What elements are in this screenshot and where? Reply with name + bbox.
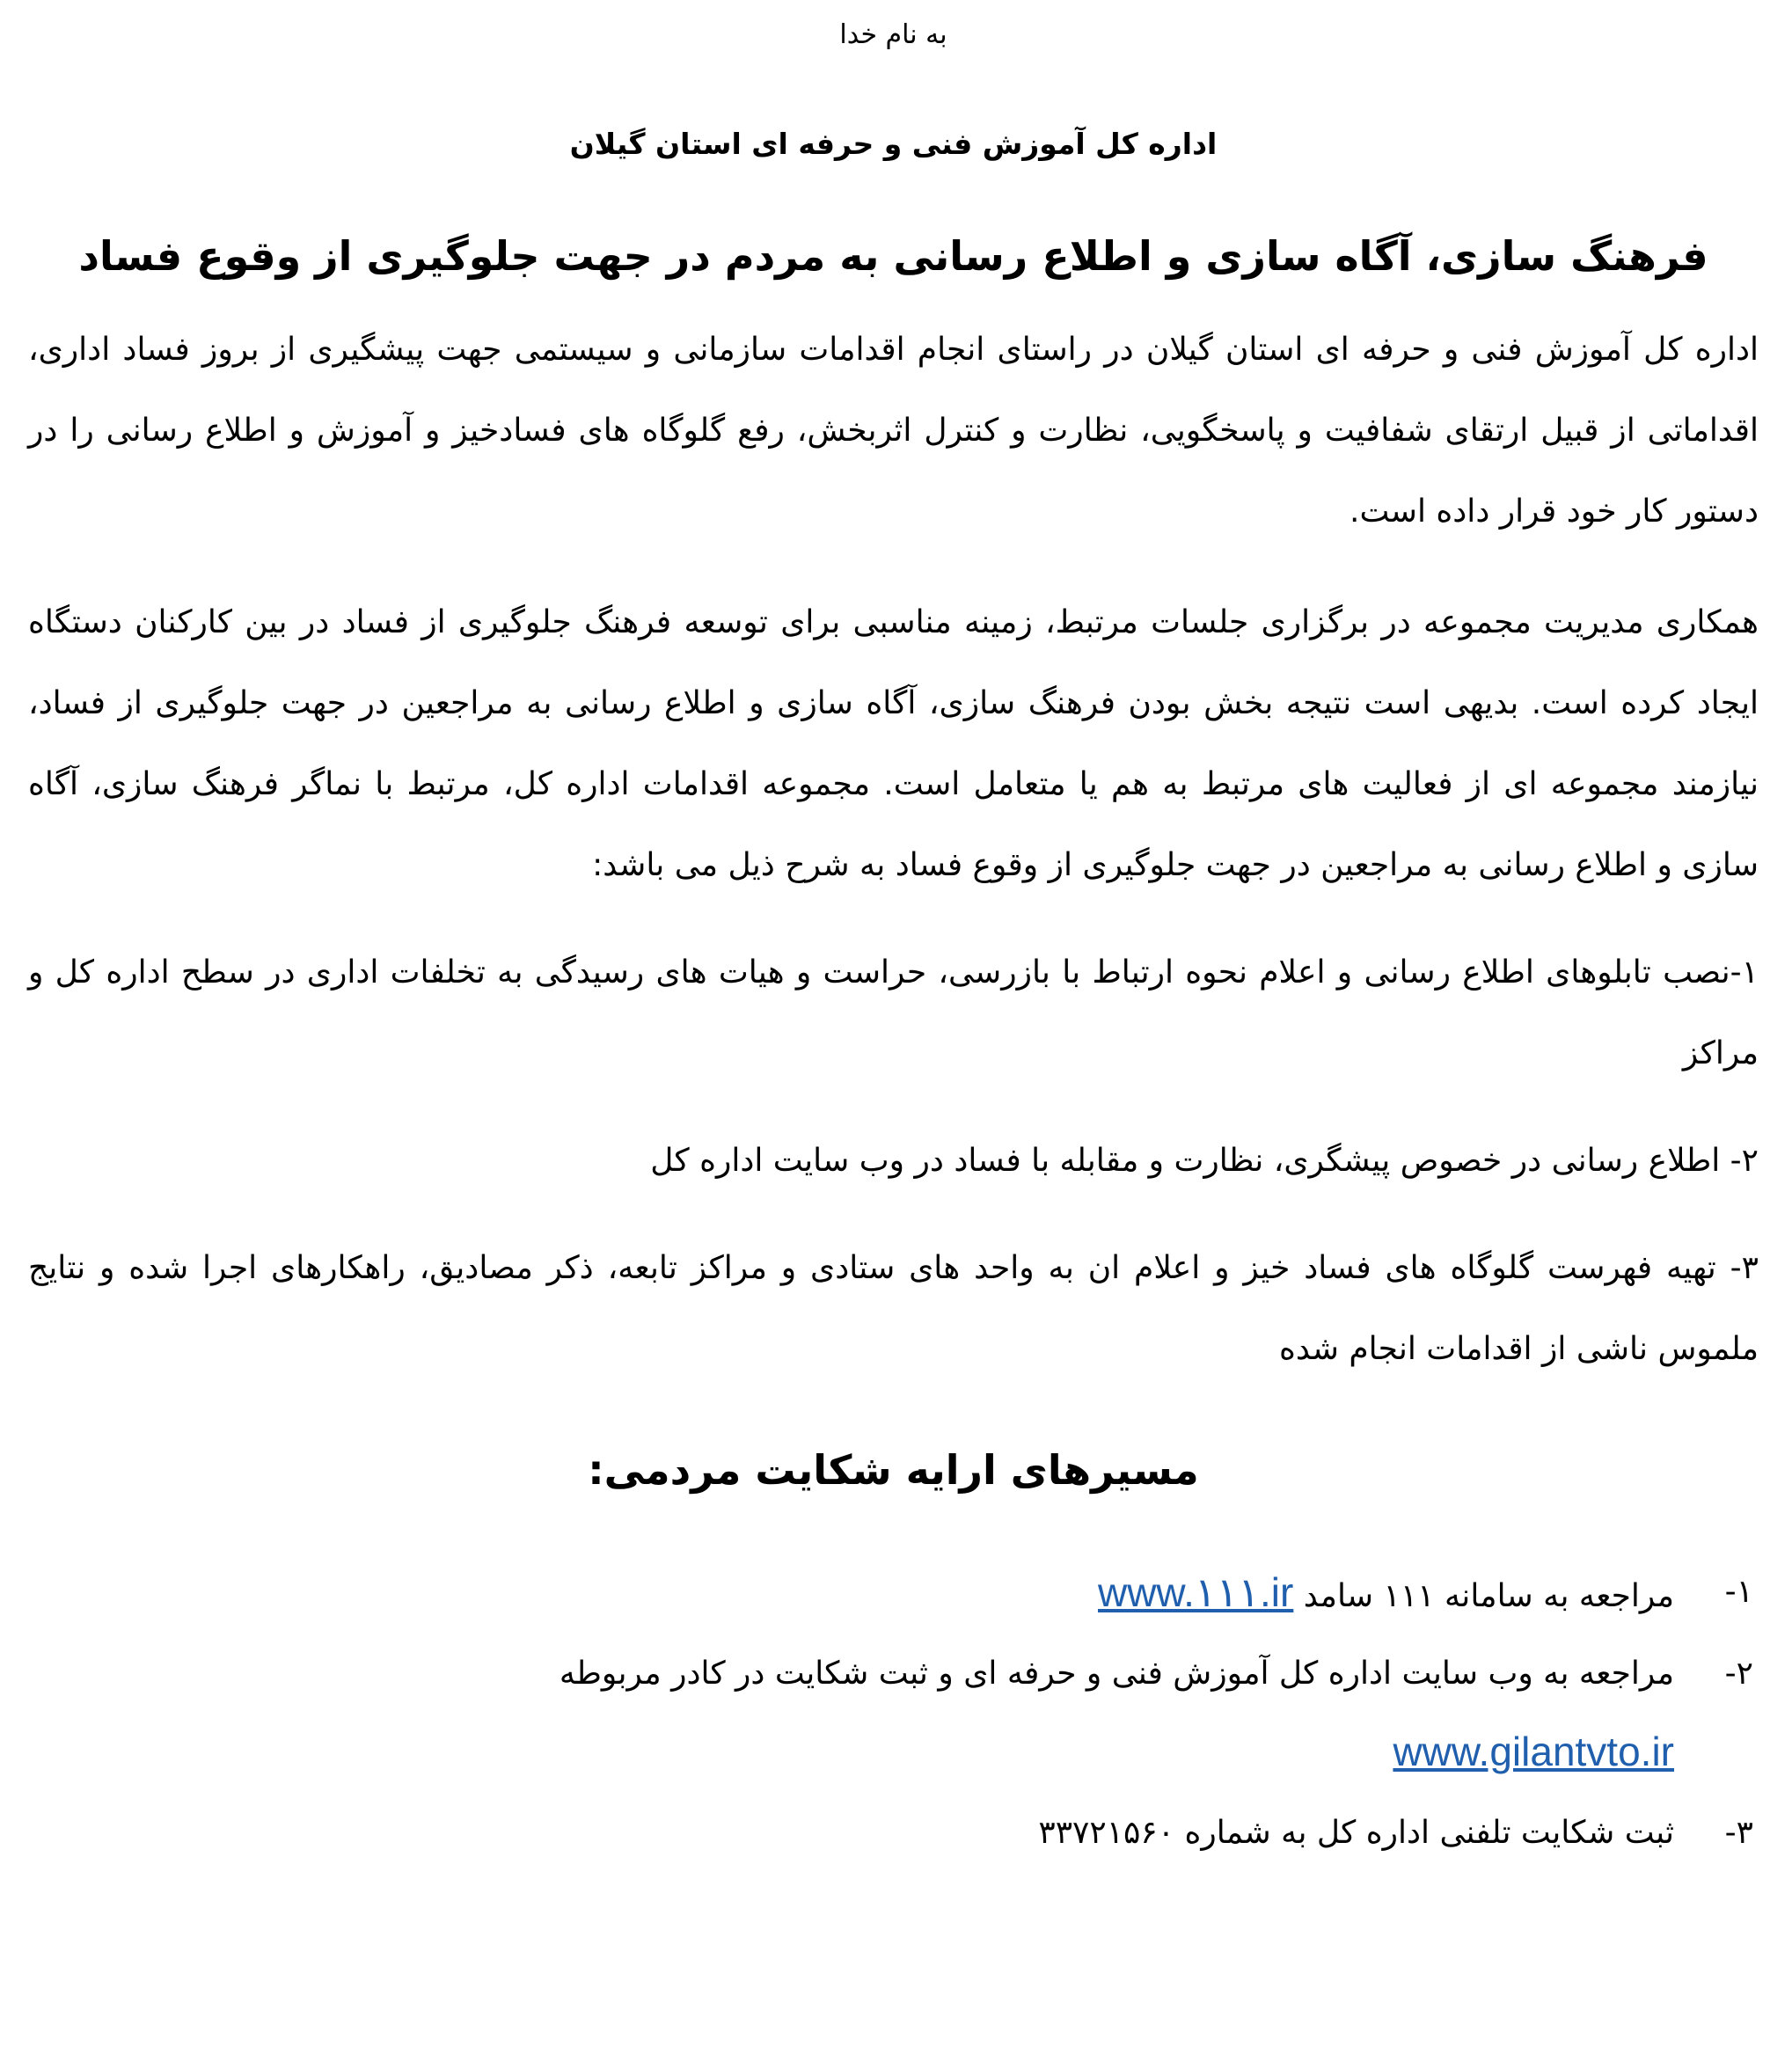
channel-text: ثبت شکایت تلفنی اداره کل به شماره ۳۳۷۲۱۵۶۰: [1038, 1815, 1674, 1851]
link-gilantvto-website[interactable]: www.gilantvto.ir: [1393, 1729, 1674, 1774]
channel-text: مراجعه به وب سایت اداره کل آموزش فنی و حرفه ای و ثبت شکایت در کادر مربوطه: [559, 1656, 1674, 1692]
complaints-heading: مسیرهای ارایه شکایت مردمی:: [588, 1446, 1199, 1494]
list-number: ۱-: [1724, 1574, 1753, 1610]
complaint-channel-1: [28, 1554, 1753, 1635]
document-page: [28, 0, 1759, 1872]
paragraph-item-1: ۱-نصب تابلوهای اطلاع رسانی و اعلام نحوه ارتباط با بازرسی، حراست و هیات های رسیدگی به تخلفات اداری در سطح اداره کل و مراکز: [28, 954, 1759, 1071]
paragraph-intro: اداره کل آموزش فنی و حرفه ای استان گیلان در راستای انجام اقدامات سازمانی و سیستمی جهت پیشگیری از بروز فساد اداری، اقداماتی از قبیل ارتقای شفافیت و پاسخگویی، نظارت و کنترل اثربخش، رفع گلوگاه های فسادخیز و آموزش و اطلاع رسانی را در دستور کار خود قرار داده است.: [28, 332, 1759, 530]
complaint-channel-2: [28, 1635, 1753, 1795]
complaint-channels-list: [28, 1554, 1759, 1872]
paragraph-item-3: ۳- تهیه فهرست گلوگاه های فساد خیز و اعلام ان به واحد های ستادی و مراکز تابعه، ذکر مصادیق، راهکارهای اجرا شده و نتایج ملموس ناشی از اقدامات انجام شده: [28, 1250, 1759, 1367]
link-line: [28, 1713, 1674, 1795]
basmala: به نام خدا: [839, 19, 947, 50]
list-number: ۳-: [1724, 1815, 1753, 1851]
document-title: فرهنگ سازی، آگاه سازی و اطلاع رسانی به مردم در جهت جلوگیری از وقوع فساد: [78, 232, 1708, 280]
paragraph-cooperation: همکاری مدیریت مجموعه در برگزاری جلسات مرتبط، زمینه مناسبی برای توسعه فرهنگ جلوگیری از فساد در بین کارکنان دستگاه ایجاد کرده است. بدیهی است نتیجه بخش بودن فرهنگ سازی، آگاه سازی و اطلاع رسانی به مراجعین در جهت جلوگیری از فساد، نیازمند مجموعه ای از فعالیت های مرتبط به هم یا متعامل است. مجموعه اقدامات اداره کل، مرتبط با نماگر فرهنگ سازی، آگاه سازی و اطلاع رسانی به مراجعین در جهت جلوگیری از وقوع فساد به شرح ذیل می باشد:: [28, 604, 1759, 883]
link-111-website[interactable]: www.۱۱۱.ir: [1097, 1569, 1294, 1615]
organization-name: اداره کل آموزش فنی و حرفه ای استان گیلان: [569, 127, 1218, 161]
paragraph-item-2: ۲- اطلاع رسانی در خصوص پیشگری، نظارت و مقابله با فساد در وب سایت اداره کل: [650, 1143, 1759, 1179]
complaint-channel-3: [28, 1795, 1753, 1872]
channel-text: مراجعه به سامانه ۱۱۱ سامد: [1303, 1578, 1674, 1614]
list-number: ۲-: [1724, 1656, 1753, 1692]
